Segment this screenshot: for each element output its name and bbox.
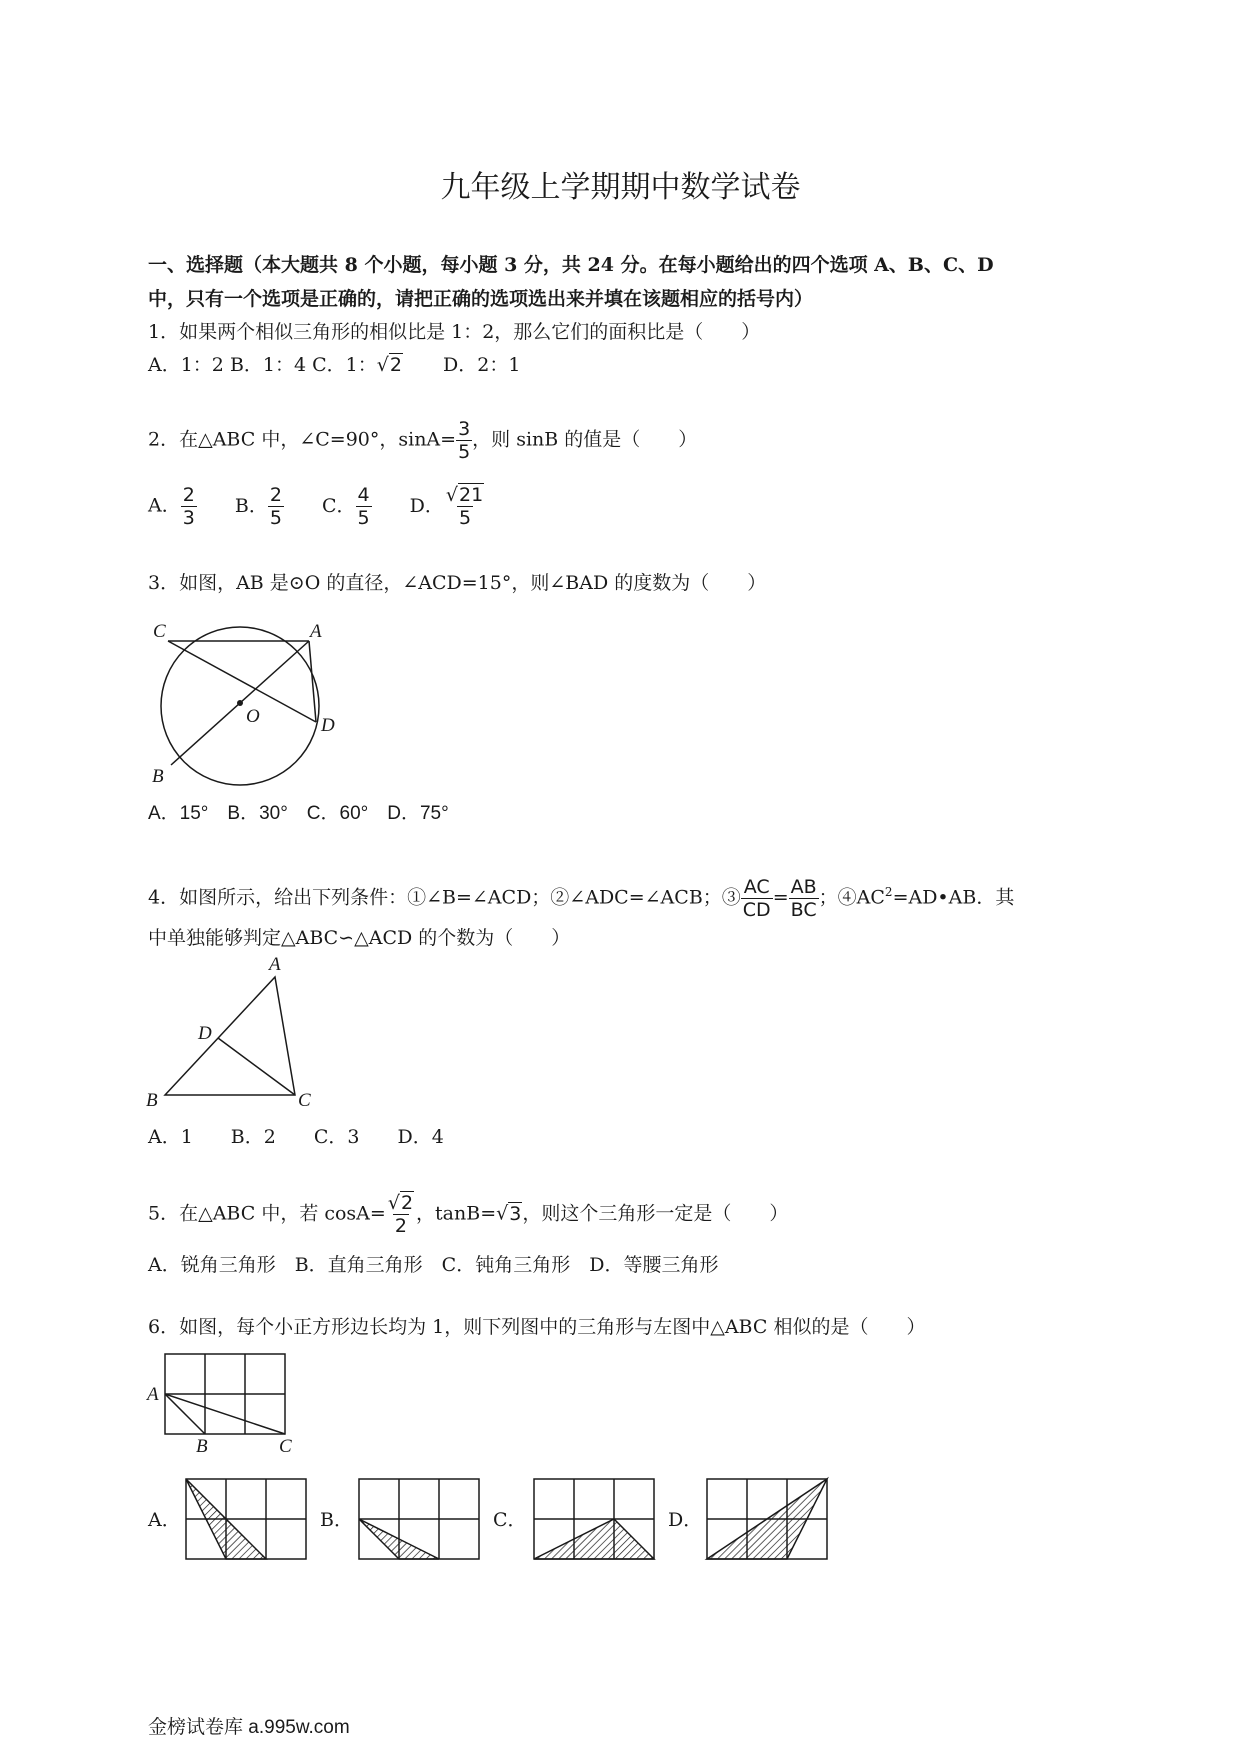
triangle-diagram: [140, 954, 330, 1111]
sqrt-symbol: √21: [445, 484, 484, 506]
q5-stem-part1: 5．在△ABC 中，若 cosA=: [148, 1202, 386, 1225]
section-heading-line2: 中，只有一个选项是正确的，请把正确的选项选出来并填在该题相应的括号内）: [148, 288, 814, 310]
chord-cd: [168, 641, 316, 722]
question-4-stem: [148, 876, 1014, 921]
label-a: A: [147, 1384, 159, 1405]
fraction-denominator: CD: [742, 899, 771, 921]
fraction-denominator: 5: [458, 441, 471, 463]
section-heading-line1: 一、选择题（本大题共 8 个小题，每小题 3 分，共 24 分。在每小题给出的四个选项 A、B、C、D: [148, 254, 994, 276]
footer-source: 金榜试卷库 a.995w.com: [148, 1717, 350, 1738]
fraction-numerator: AC: [743, 876, 770, 898]
radicand: 3: [509, 1202, 522, 1225]
fraction-numerator: 2: [269, 484, 282, 506]
q2-option-d-label: D．: [409, 494, 444, 517]
q2-sinA-fraction: [456, 418, 472, 463]
q2-option-d-fraction: [444, 484, 486, 529]
q6-option-c-label: C．: [493, 1509, 527, 1531]
fraction-numerator: 4: [357, 484, 370, 506]
page-title: 九年级上学期期中数学试卷: [440, 170, 801, 205]
q2-option-c-fraction: [356, 484, 372, 529]
question-4-stem-line2: 中单独能够判定△ABC∽△ACD 的个数为（ ）: [148, 927, 571, 949]
label-a: A: [310, 621, 322, 642]
center-point: [237, 700, 243, 706]
fraction-numerator: 3: [458, 418, 471, 440]
label-o: O: [246, 706, 260, 727]
q2-stem-part1: 2．在△ABC 中，∠C=90°，sinA=: [148, 428, 457, 451]
q2-option-c-label: C．: [321, 494, 356, 517]
q1-option-d: D．2：1: [443, 354, 521, 376]
sqrt-symbol: √2: [376, 354, 402, 376]
q4-stem-part2: ；④AC: [818, 886, 885, 909]
question-5-options: A．锐角三角形 B．直角三角形 C．钝角三角形 D．等腰三角形: [148, 1254, 719, 1276]
question-5-stem: [148, 1192, 788, 1237]
q2-stem-part2: ，则 sinB 的值是（ ）: [472, 428, 698, 451]
radicand: 21: [459, 484, 484, 506]
q4-equals: =: [772, 886, 789, 909]
label-c: C: [153, 621, 166, 642]
fraction-numerator: 2: [182, 484, 195, 506]
q4-superscript: 2: [884, 885, 893, 900]
fraction-numerator: [444, 484, 486, 506]
q5-stem-part3: ，则这个三角形一定是（ ）: [522, 1202, 789, 1225]
q6-reference-grid: [145, 1350, 305, 1460]
label-a: A: [269, 954, 281, 975]
q6-option-b-label: B．: [320, 1509, 353, 1531]
fraction-denominator: 2: [394, 1215, 407, 1237]
sqrt-symbol: √2: [387, 1192, 414, 1214]
question-1-stem: 1．如果两个相似三角形的相似比是 1：2，那么它们的面积比是（ ）: [148, 321, 761, 343]
q2-option-b-fraction: [268, 484, 284, 529]
q5-cosA-fraction: [386, 1192, 416, 1237]
q2-option-a-label: A．: [148, 494, 181, 517]
q6-option-b-grid: [358, 1478, 483, 1563]
fraction-numerator: [386, 1192, 416, 1214]
question-4-options: A．1 B．2 C．3 D．4: [148, 1126, 444, 1148]
label-c: C: [279, 1436, 292, 1457]
sqrt-symbol: √3: [496, 1202, 522, 1225]
hatched-triangle: [534, 1519, 654, 1559]
label-b: B: [146, 1090, 158, 1111]
q5-stem-part2: ，tanB=: [416, 1202, 497, 1225]
q4-stem-part3: =AD•AB．其: [892, 886, 1015, 909]
question-3-stem: 3．如图，AB 是⊙O 的直径，∠ACD=15°，则∠BAD 的度数为（ ）: [148, 572, 767, 594]
q6-option-d-label: D．: [668, 1509, 703, 1531]
question-2-stem: [148, 418, 697, 463]
label-c: C: [298, 1090, 311, 1111]
fraction-denominator: 5: [459, 507, 472, 529]
q6-option-d-grid: [706, 1478, 831, 1563]
q1-options-text: A．1：2 B．1：4 C．1：: [148, 354, 377, 376]
segment-dc: [218, 1038, 295, 1095]
question-1-options: [148, 350, 520, 377]
fraction-denominator: 5: [269, 507, 282, 529]
q6-option-a-label: A．: [148, 1509, 181, 1531]
fraction-denominator: 5: [357, 507, 370, 529]
question-6-stem: 6．如图，每个小正方形边长均为 1，则下列图中的三角形与左图中△ABC 相似的是（ ）: [148, 1316, 926, 1338]
label-d: D: [321, 715, 335, 736]
fraction-denominator: 3: [182, 507, 195, 529]
q6-option-a-grid: [185, 1478, 310, 1563]
q2-option-a-fraction: [181, 484, 197, 529]
triangle-abc: [165, 977, 295, 1095]
question-3-options: A．15° B．30° C．60° D．75°: [148, 803, 449, 824]
q2-option-b-label: B．: [234, 494, 268, 517]
label-d: D: [198, 1023, 212, 1044]
q4-fraction-ab-bc: [789, 876, 819, 921]
q6-option-c-grid: [533, 1478, 658, 1563]
radicand: 2: [400, 1192, 414, 1214]
fraction-denominator: BC: [790, 899, 817, 921]
circle-diagram: [140, 615, 360, 785]
q4-fraction-ac-cd: [741, 876, 773, 921]
fraction-numerator: AB: [790, 876, 817, 898]
label-b: B: [152, 766, 164, 787]
q4-stem-part1: 4．如图所示，给出下列条件：①∠B=∠ACD；②∠ADC=∠ACB；③: [148, 886, 741, 909]
segment-ac: [165, 1394, 285, 1434]
q1-option-c-radicand: 2: [389, 354, 402, 376]
label-b: B: [196, 1436, 208, 1457]
question-2-options: [148, 484, 486, 529]
